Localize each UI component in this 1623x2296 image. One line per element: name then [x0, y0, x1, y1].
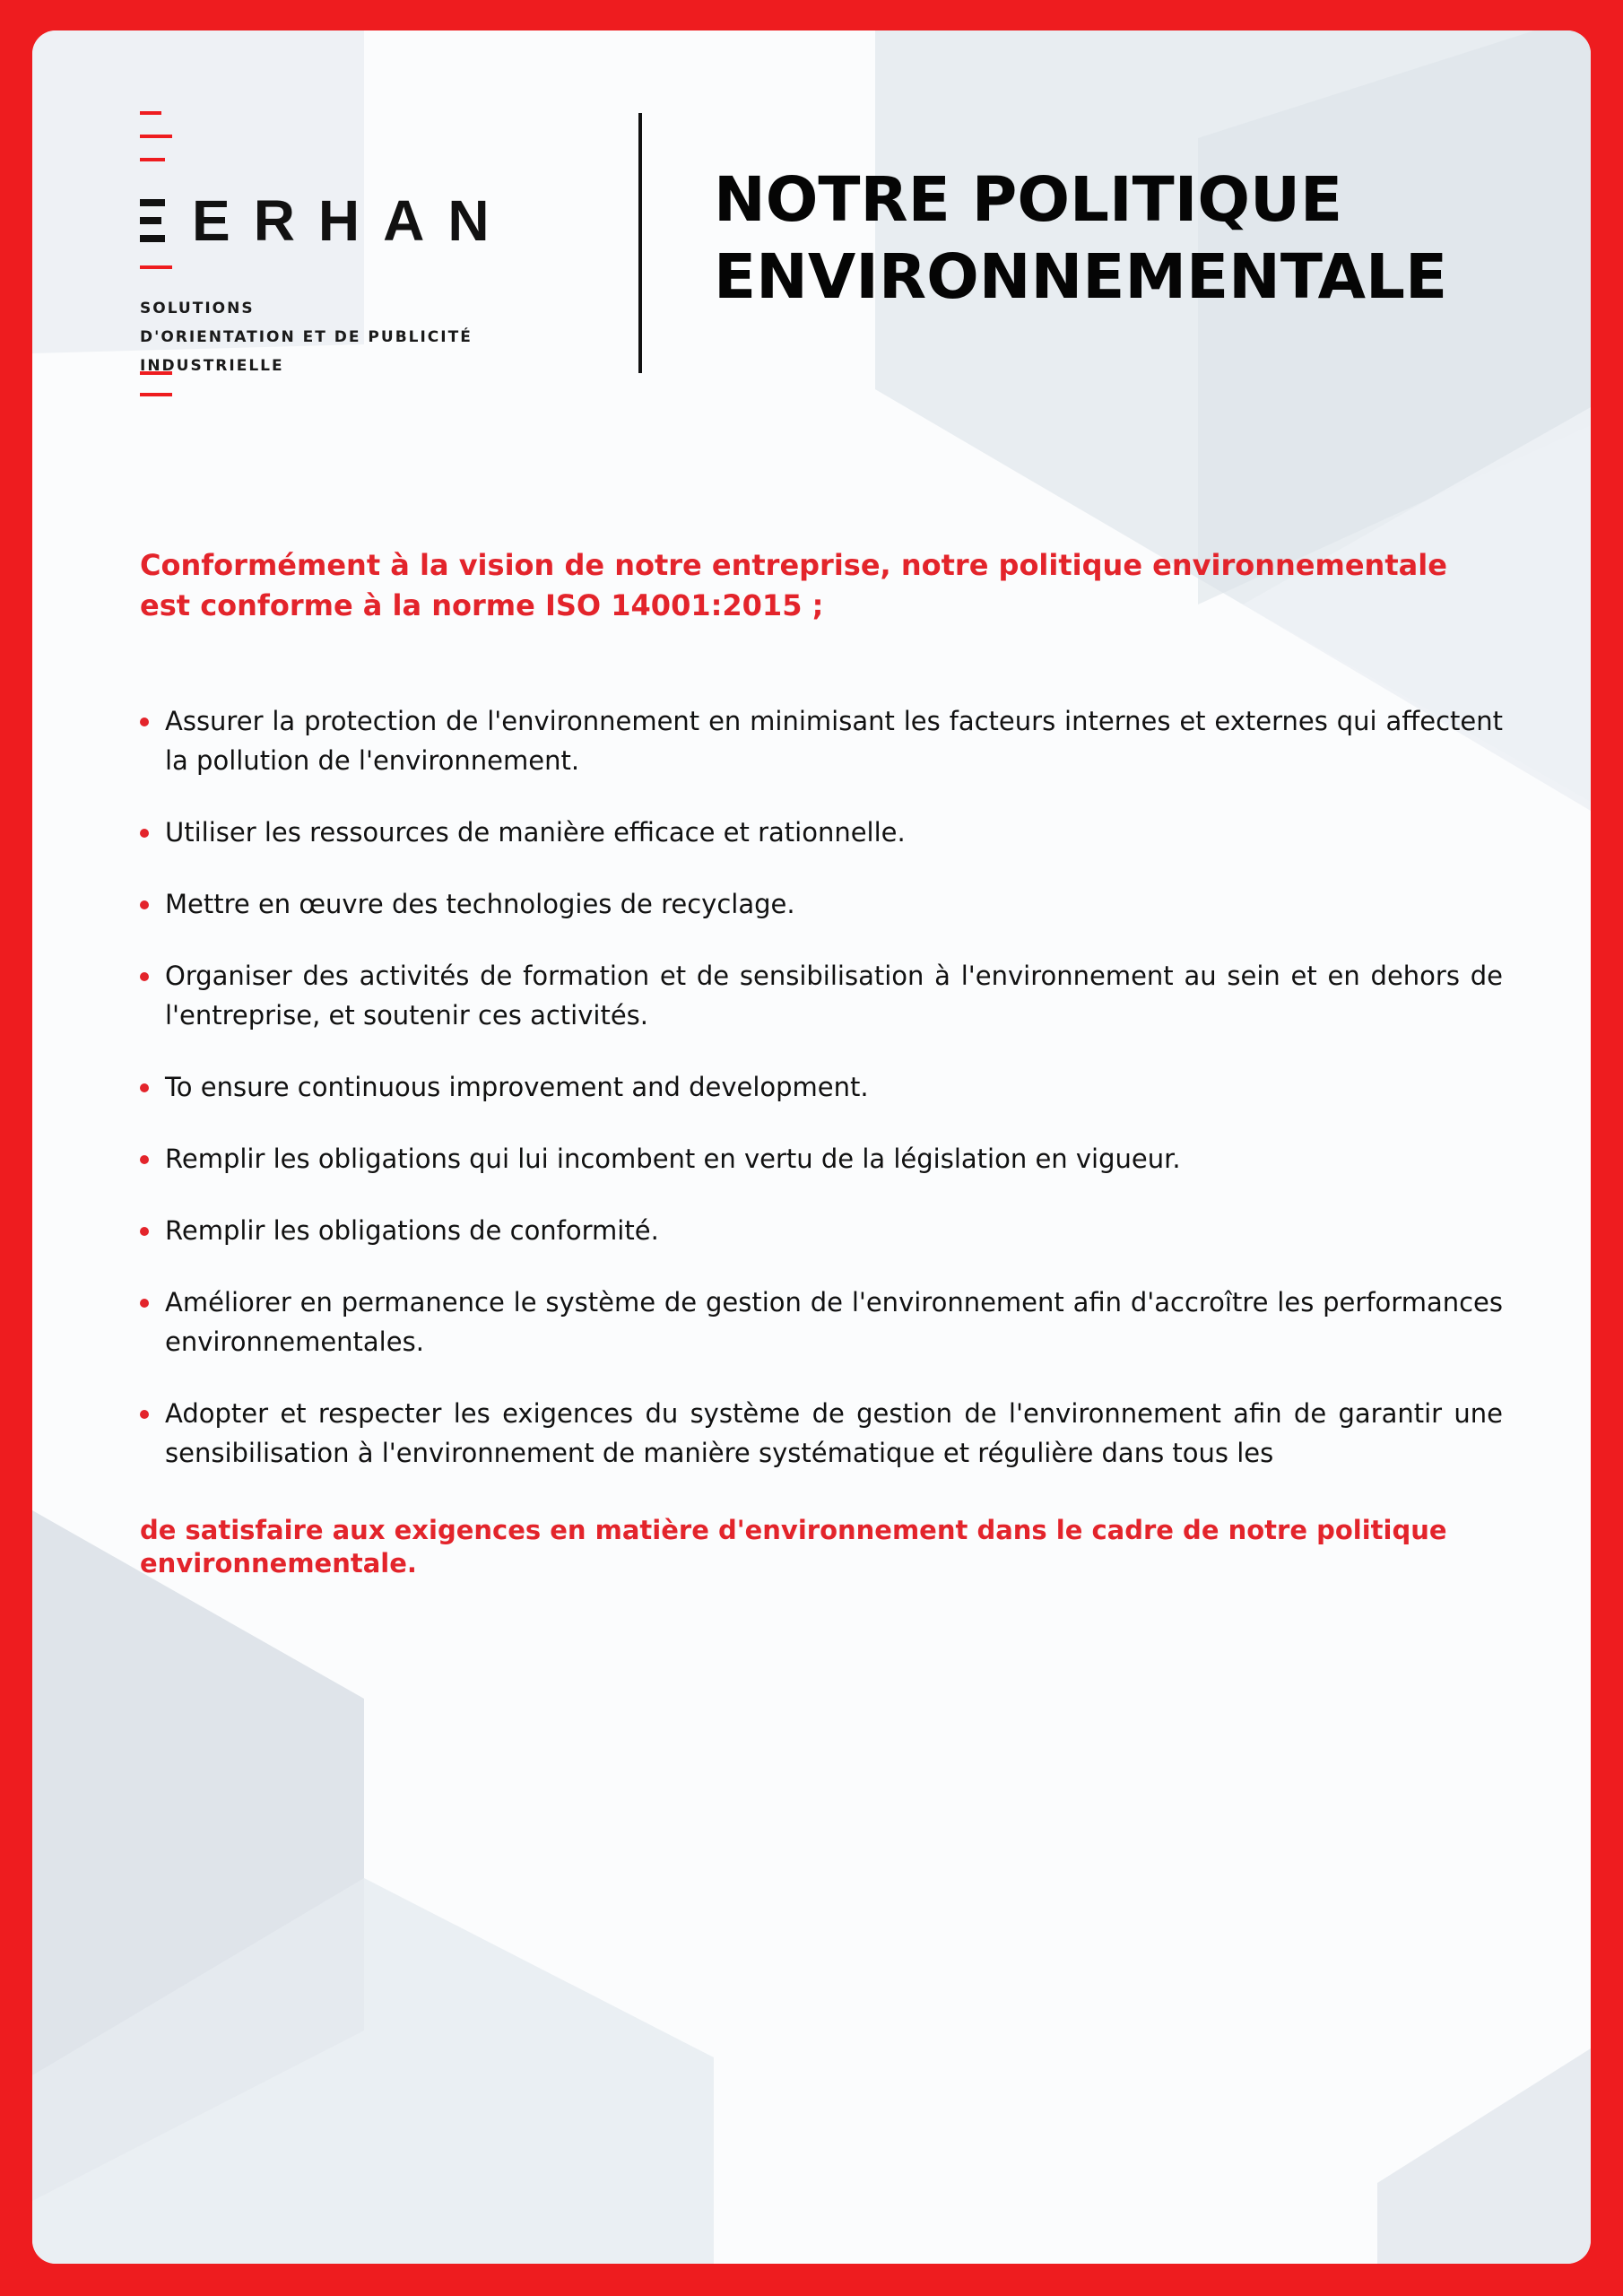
tagline-line: SOLUTIONS: [140, 300, 255, 317]
tagline-line: INDUSTRIELLE: [140, 357, 284, 375]
closing-statement: de satisfaire aux exigences en matière d'environnement dans le cadre de notre politique environnementale.: [140, 1515, 1447, 1578]
title-line: ENVIRONNEMENTALE: [714, 241, 1448, 313]
bullet-icon: [140, 1410, 149, 1419]
bullet-icon: [140, 972, 149, 981]
title-line: NOTRE POLITIQUE: [714, 164, 1343, 236]
policy-item: [140, 956, 1503, 1035]
policy-item-text: Utiliser les ressources de manière efficace et rationnelle.: [165, 817, 906, 848]
policy-item: [140, 813, 1503, 852]
policy-item-text: To ensure continuous improvement and development.: [165, 1072, 869, 1102]
policy-item-text: Améliorer en permanence le système de gestion de l'environnement afin d'accroître les performances environnementales.: [165, 1287, 1503, 1357]
bullet-icon: [140, 1299, 149, 1308]
bullet-icon: [140, 1155, 149, 1164]
bullet-icon: [140, 1227, 149, 1236]
bullet-icon: [140, 718, 149, 726]
policy-item: [140, 701, 1503, 780]
header-divider: [638, 113, 642, 373]
page-title: [714, 161, 1575, 316]
poster-card: [32, 30, 1591, 2264]
bullet-icon: [140, 829, 149, 838]
policy-item-text: Organiser des activités de formation et de sensibilisation à l'environnement au sein et en dehors de l'entreprise, et soutenir ces activités.: [165, 961, 1503, 1031]
policy-item-text: Remplir les obligations de conformité.: [165, 1215, 659, 1246]
policy-bullet-list: [140, 701, 1503, 1473]
policy-item: [140, 1394, 1503, 1473]
policy-item-text: Remplir les obligations qui lui incombent en vertu de la législation en vigueur.: [165, 1144, 1181, 1174]
policy-item-text: Assurer la protection de l'environnement en minimisant les facteurs internes et externes qui affectent la pollution de l'environnement.: [165, 706, 1503, 776]
logo-wordmark: ERHAN: [192, 188, 513, 253]
company-logo: [140, 111, 606, 416]
tagline-line: D'ORIENTATION ET DE PUBLICITÉ: [140, 328, 473, 346]
policy-item: [140, 1283, 1503, 1361]
policy-item: [140, 1139, 1503, 1178]
policy-item: [140, 1211, 1503, 1250]
policy-item-text: Adopter et respecter les exigences du système de gestion de l'environnement afin de garantir une sensibilisation à l'environnement de manière systématique et régulière dans tous les: [165, 1398, 1503, 1468]
policy-item: [140, 884, 1503, 924]
intro-statement: Conformément à la vision de notre entreprise, notre politique environnementale est conforme à la norme ISO 14001:2015 ;: [140, 548, 1447, 622]
bullet-icon: [140, 900, 149, 909]
policy-item-text: Mettre en œuvre des technologies de recyclage.: [165, 889, 795, 919]
policy-item: [140, 1067, 1503, 1107]
logo-tagline: [140, 294, 606, 380]
bullet-icon: [140, 1083, 149, 1092]
